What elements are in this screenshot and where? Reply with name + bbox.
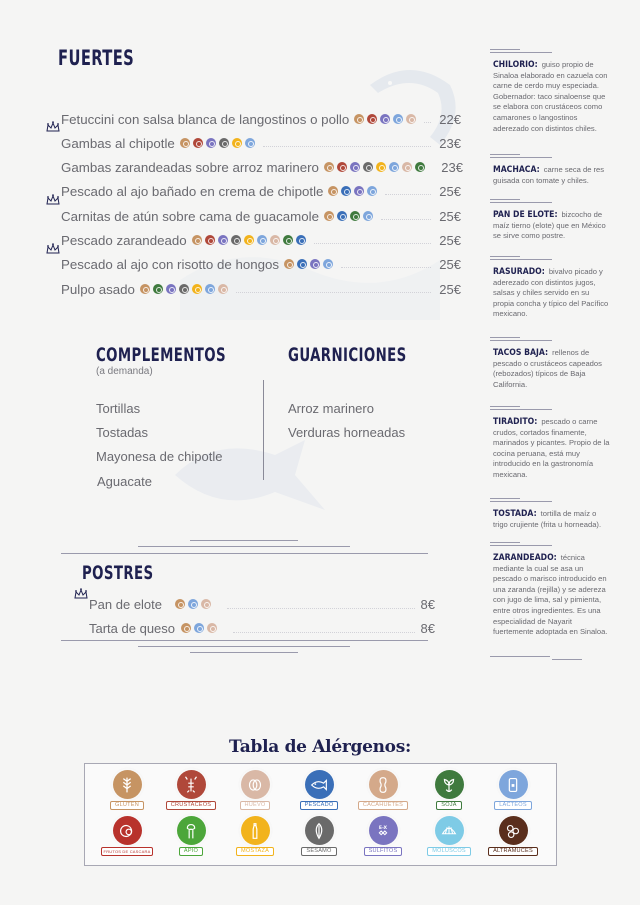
sesamo-allergen-icon xyxy=(219,138,229,148)
divider-line xyxy=(138,546,350,547)
gluten-allergen-icon xyxy=(192,235,202,245)
mostaza-allergen-icon xyxy=(192,284,202,294)
dotted-leader xyxy=(341,258,431,268)
allergen-label: SOJA xyxy=(436,801,461,810)
huevo-allergen-icon xyxy=(201,599,211,609)
shell-icon xyxy=(435,816,464,845)
lacteos-allergen-icon xyxy=(389,162,399,172)
gluten-allergen-icon xyxy=(324,162,334,172)
celery-icon xyxy=(177,816,206,845)
dish-price: 25€ xyxy=(439,232,461,248)
glossary-definition: carne seca de res guisada con tomate y chiles. xyxy=(493,165,605,185)
allergen-label: LACTEOS xyxy=(494,801,532,810)
allergen-label: PESCADO xyxy=(300,801,339,810)
allergen-soja xyxy=(421,770,477,814)
glossary-entry xyxy=(493,417,611,481)
sesamo-allergen-icon xyxy=(363,162,373,172)
glossary-entry xyxy=(493,509,611,530)
allergen-icons xyxy=(140,284,228,294)
lacteos-allergen-icon xyxy=(363,211,373,221)
lacteos-allergen-icon xyxy=(194,623,204,633)
allergen-label: SULFITOS xyxy=(364,847,403,856)
allergen-icons xyxy=(181,623,217,633)
gluten-allergen-icon xyxy=(175,599,185,609)
pescado-allergen-icon xyxy=(297,259,307,269)
lacteos-allergen-icon xyxy=(393,114,403,124)
nut-icon xyxy=(113,816,142,845)
gluten-allergen-icon xyxy=(328,186,338,196)
allergen-altramuces xyxy=(485,816,541,860)
huevo-allergen-icon xyxy=(406,114,416,124)
dotted-leader xyxy=(381,210,431,220)
soja-allergen-icon xyxy=(350,211,360,221)
huevo-allergen-icon xyxy=(270,235,280,245)
allergen-mostaza xyxy=(227,816,283,860)
lupin-icon xyxy=(499,816,528,845)
dotted-leader xyxy=(227,600,415,609)
glossary-term: CHILORIO: xyxy=(493,60,538,70)
allergen-label: ALTRAMUCES xyxy=(488,847,538,856)
postre-name: Tarta de queso xyxy=(89,620,176,636)
allergen-icons xyxy=(192,235,306,245)
gluten-allergen-icon xyxy=(180,138,190,148)
lobster-icon xyxy=(177,770,206,799)
dish-price: 25€ xyxy=(439,183,461,199)
wheat-icon xyxy=(113,770,142,799)
allergen-label: FRUTOS DE CASCARA xyxy=(101,847,154,856)
divider-line xyxy=(490,337,520,338)
sesame-seed-icon xyxy=(305,816,334,845)
allergen-label: MOSTAZA xyxy=(236,847,274,856)
divider-line xyxy=(190,540,298,541)
glossary-term: ZARANDEADO: xyxy=(493,553,557,563)
glossary-term: TOSTADA: xyxy=(493,509,537,519)
mostaza-allergen-icon xyxy=(244,235,254,245)
gluten-allergen-icon xyxy=(324,211,334,221)
crustaceos-allergen-icon xyxy=(367,114,377,124)
section-title-fuertes: FUERTES xyxy=(58,46,135,70)
allergen-huevo xyxy=(227,770,283,814)
dish-price: 23€ xyxy=(439,135,461,151)
soy-sprout-icon xyxy=(435,770,464,799)
glossary-entry xyxy=(493,348,611,390)
allergen-icons xyxy=(354,114,416,124)
glossary-entry xyxy=(493,60,611,134)
sulfitos-allergen-icon xyxy=(310,259,320,269)
dish-row xyxy=(61,279,461,299)
glossary-definition: guiso propio de Sinaloa elaborado en cazuela con carne de cerdo muy especiada. Gobernador: taco sinaloense que se elabora con crustáceos como camarones o langostinos aderezado con distintos chiles. xyxy=(493,60,608,133)
sesamo-allergen-icon xyxy=(179,284,189,294)
divider-line xyxy=(490,259,552,260)
complemento-item: Mayonesa de chipotle xyxy=(96,449,223,464)
glossary-entry xyxy=(493,553,611,638)
dish-row xyxy=(61,206,461,226)
allergen-cacahuetes xyxy=(355,770,411,814)
soja-allergen-icon xyxy=(283,235,293,245)
complemento-item: Tostadas xyxy=(96,425,149,440)
column-divider xyxy=(263,380,264,480)
allergen-label: HUEVO xyxy=(240,801,271,810)
gluten-allergen-icon xyxy=(354,114,364,124)
fish-icon xyxy=(305,770,334,799)
dish-row xyxy=(61,230,461,250)
dish-row xyxy=(61,133,461,153)
allergen-pescado xyxy=(291,770,347,814)
dish-row xyxy=(61,254,461,274)
allergen-gluten xyxy=(99,770,155,814)
crustaceos-allergen-icon xyxy=(193,138,203,148)
postre-name: Pan de elote xyxy=(89,596,163,612)
glossary-entry xyxy=(493,210,611,242)
allergen-moluscos xyxy=(421,816,477,860)
soja-allergen-icon xyxy=(153,284,163,294)
glossary-definition: bizcocho de maíz tierno (elote) que en México se sirve como postre. xyxy=(493,210,606,241)
allergen-label: GLUTEN xyxy=(110,801,144,810)
dish-row xyxy=(61,181,461,201)
divider-line xyxy=(490,656,550,657)
postre-row xyxy=(89,619,435,637)
section-title-guarniciones: GUARNICIONES xyxy=(288,344,407,366)
lacteos-allergen-icon xyxy=(205,284,215,294)
divider-line xyxy=(490,406,520,407)
huevo-allergen-icon xyxy=(402,162,412,172)
divider-line xyxy=(490,202,552,203)
dish-name: Pescado al ajo bañado en crema de chipotle xyxy=(61,183,324,199)
divider-line xyxy=(190,652,298,653)
lacteos-allergen-icon xyxy=(245,138,255,148)
sulfitos-allergen-icon xyxy=(350,162,360,172)
divider-line xyxy=(490,52,552,53)
section-title-postres: POSTRES xyxy=(82,562,154,584)
allergen-label: APIO xyxy=(179,847,203,856)
dotted-leader xyxy=(263,137,431,147)
divider-line xyxy=(138,646,350,647)
postre-price: 8€ xyxy=(420,620,435,636)
divider-line xyxy=(490,154,520,155)
section-title-complementos: COMPLEMENTOS xyxy=(96,344,227,366)
allergen-icons xyxy=(284,259,333,269)
fish-watermark-icon xyxy=(165,430,335,520)
postre-price: 8€ xyxy=(420,596,435,612)
lacteos-allergen-icon xyxy=(323,259,333,269)
postre-row xyxy=(89,595,435,613)
divider-line xyxy=(490,49,520,50)
glossary-definition: rellenos de pescado o crustáceos capeados (rebozados) típicos de Baja California. xyxy=(493,348,602,389)
guarnicion-item: Verduras horneadas xyxy=(288,425,406,440)
divider-line xyxy=(490,498,520,499)
sulfitos-allergen-icon xyxy=(354,186,364,196)
dish-name: Gambas al chipotle xyxy=(61,135,175,151)
allergen-label: MOLUSCOS xyxy=(427,847,471,856)
dish-name: Pescado zarandeado xyxy=(61,232,187,248)
divider-line xyxy=(490,501,552,502)
dotted-leader xyxy=(385,185,431,195)
glossary-term: TIRADITO: xyxy=(493,417,538,427)
dish-name: Fetuccini con salsa blanca de langostinos o pollo xyxy=(61,111,350,127)
divider-line xyxy=(490,409,552,410)
mostaza-allergen-icon xyxy=(232,138,242,148)
glossary-definition: pescado o carne crudos, cortados finamente, marinados y picantes. Propio de la cocina peruana, está muy introducido en la gastronomía mexicana. xyxy=(493,417,610,479)
dish-price: 23€ xyxy=(441,159,463,175)
allergen-label: CACAHUETES xyxy=(358,801,408,810)
allergen-table-title: Tabla de Alérgenos: xyxy=(229,737,411,757)
dish-row xyxy=(61,157,461,177)
guarnicion-item: Arroz marinero xyxy=(288,401,374,416)
sulfitos-allergen-icon xyxy=(166,284,176,294)
sesamo-allergen-icon xyxy=(231,235,241,245)
crown-icon xyxy=(46,193,60,205)
allergen-apio xyxy=(163,816,219,860)
pescado-allergen-icon xyxy=(296,235,306,245)
dish-price: 25€ xyxy=(439,208,461,224)
divider-line xyxy=(552,659,582,660)
divider-line xyxy=(490,157,552,158)
glossary-entry xyxy=(493,165,611,186)
glossary-term: RASURADO: xyxy=(493,267,545,277)
allergen-label: CRUSTACEOS xyxy=(166,801,216,810)
mustard-bottle-icon xyxy=(241,816,270,845)
complemento-item: Aguacate xyxy=(97,474,152,489)
glossary-term: MACHACA: xyxy=(493,165,540,175)
glossary-definition: bivalvo picado y aderezado con distintos jugos, salsas y chiles servido en su propia concha y típico del Pacífico mexicano. xyxy=(493,267,609,319)
dish-price: 25€ xyxy=(439,281,461,297)
sulfite-molecule-icon xyxy=(369,816,398,845)
lacteos-allergen-icon xyxy=(367,186,377,196)
crustaceos-allergen-icon xyxy=(337,162,347,172)
dish-name: Pulpo asado xyxy=(61,281,135,297)
allergen-table xyxy=(84,763,557,866)
allergen-label: SESAMO xyxy=(301,847,336,856)
sulfitos-allergen-icon xyxy=(380,114,390,124)
sulfitos-allergen-icon xyxy=(218,235,228,245)
allergen-crustaceos xyxy=(163,770,219,814)
crown-icon xyxy=(46,242,60,254)
svg-text:E-X: E-X xyxy=(378,825,388,831)
glossary-definition: tortilla de maíz o trigo crujiente (frita u horneada). xyxy=(493,509,602,529)
gluten-allergen-icon xyxy=(140,284,150,294)
dotted-leader xyxy=(233,624,415,633)
mostaza-allergen-icon xyxy=(376,162,386,172)
allergen-icons xyxy=(324,162,425,172)
allergen-icons xyxy=(328,186,377,196)
glossary-definition: técnica mediante la cual se asa un pescado o marisco introducido en una zaranda (rejilla) y se adereza con jugo de lima, sal y pimienta, entre otros ingredientes. Es una especialidad de Nayarit fuertemente adoptada en Sinaloa. xyxy=(493,553,608,637)
crown-icon xyxy=(74,587,88,599)
allergen-sesamo xyxy=(291,816,347,860)
lacteos-allergen-icon xyxy=(257,235,267,245)
allergen-sulfitos xyxy=(355,816,411,860)
divider-line xyxy=(61,553,428,554)
allergen-lacteos xyxy=(485,770,541,814)
dotted-leader xyxy=(424,113,431,123)
divider-line xyxy=(490,256,520,257)
divider-line xyxy=(490,545,552,546)
egg-icon xyxy=(241,770,270,799)
sulfitos-allergen-icon xyxy=(206,138,216,148)
gluten-allergen-icon xyxy=(284,259,294,269)
lacteos-allergen-icon xyxy=(188,599,198,609)
dish-row xyxy=(61,109,461,129)
gluten-allergen-icon xyxy=(181,623,191,633)
peanut-icon xyxy=(369,770,398,799)
dish-name: Pescado al ajo con risotto de hongos xyxy=(61,256,280,272)
dotted-leader xyxy=(314,234,431,244)
allergen-icons xyxy=(324,211,373,221)
dish-price: 25€ xyxy=(439,256,461,272)
glossary-term: TACOS BAJA: xyxy=(493,348,549,358)
dish-name: Gambas zarandeadas sobre arroz marinero xyxy=(61,159,319,175)
divider-line xyxy=(490,340,552,341)
huevo-allergen-icon xyxy=(207,623,217,633)
complemento-item: Tortillas xyxy=(96,401,141,416)
glossary-entry xyxy=(493,267,611,320)
crustaceos-allergen-icon xyxy=(205,235,215,245)
divider-line xyxy=(490,199,520,200)
dotted-leader xyxy=(236,283,431,293)
huevo-allergen-icon xyxy=(218,284,228,294)
milk-jar-icon xyxy=(499,770,528,799)
divider-line xyxy=(490,542,520,543)
pescado-allergen-icon xyxy=(341,186,351,196)
pescado-allergen-icon xyxy=(337,211,347,221)
complementos-subtitle: (a demanda) xyxy=(96,366,153,377)
divider-line xyxy=(61,640,428,641)
glossary-term: PAN DE ELOTE: xyxy=(493,210,558,220)
dish-price: 22€ xyxy=(439,111,461,127)
allergen-icons xyxy=(180,138,255,148)
dish-name: Carnitas de atún sobre cama de guacamole xyxy=(61,208,319,224)
allergen-icons xyxy=(175,599,211,609)
crown-icon xyxy=(46,120,60,132)
allergen-frutos_cascara xyxy=(99,816,155,860)
soja-allergen-icon xyxy=(415,162,425,172)
